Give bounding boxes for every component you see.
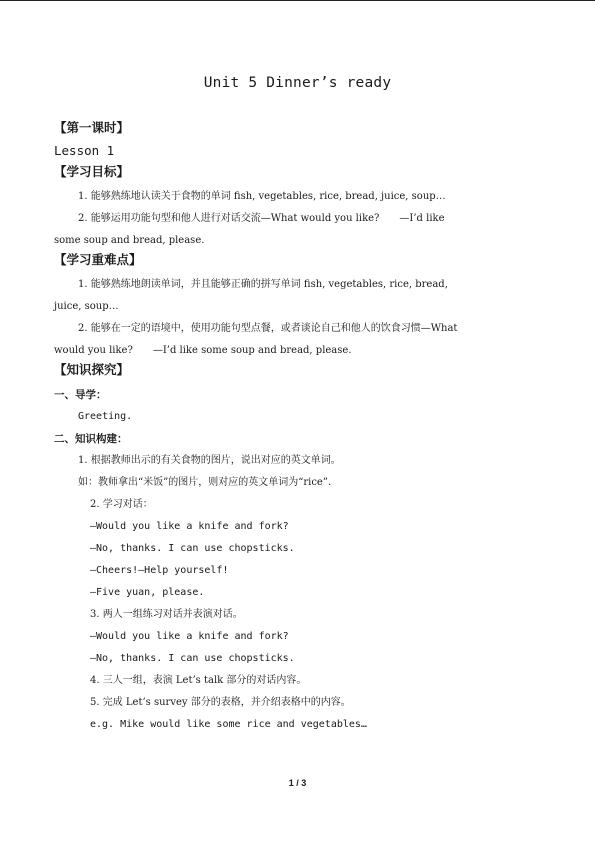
heading-knowledge-exploration: 【知识探究】 (54, 362, 130, 377)
key-2-line-2: would you like? —I’d like some soup and bread, please. (54, 345, 352, 356)
section-knowledge-building: 二、知识构建： (54, 433, 128, 445)
dialogue-line-2: —No, thanks. I can use chopsticks. (90, 543, 295, 554)
knowledge-step-1-example: 如：教师拿出“米饭”的图片，则对应的英文单词为“rice”. (78, 477, 332, 488)
knowledge-step-1: 1. 根据教师出示的有关食物的图片，说出对应的英文单词。 (78, 455, 341, 466)
dialogue-line-5: —Would you like a knife and fork? (90, 631, 289, 642)
heading-learning-goals: 【学习目标】 (54, 164, 130, 179)
knowledge-step-4: 4. 三人一组，表演 Let’s talk 部分的对话内容。 (90, 675, 307, 686)
dialogue-line-3: —Cheers!—Help yourself! (90, 565, 229, 576)
heading-first-lesson: 【第一课时】 (54, 120, 130, 135)
lesson-label: Lesson 1 (54, 143, 115, 158)
knowledge-step-5: 5. 完成 Let’s survey 部分的表格，并介绍表格中的内容。 (90, 697, 351, 708)
key-1-line-1: 1. 能够熟练地朗读单词，并且能够正确的拼写单词 fish, vegetables, rice, bread, (78, 279, 448, 290)
knowledge-step-5-example: e.g. Mike would like some rice and vegetables… (90, 719, 367, 730)
heading-key-points: 【学习重难点】 (54, 252, 142, 267)
document-title: Unit 5 Dinner’s ready (203, 75, 392, 91)
greeting-text: Greeting. (78, 411, 133, 422)
page-number: 1 / 3 (288, 778, 307, 788)
top-rule (0, 0, 595, 1)
key-1-line-2: juice, soup… (54, 301, 119, 312)
knowledge-step-2: 2. 学习对话： (90, 499, 153, 510)
goal-1: 1. 能够熟练地认读关于食物的单词 fish, vegetables, rice, bread, juice, soup… (78, 191, 446, 202)
goal-2-line-1: 2. 能够运用功能句型和他人进行对话交流—What would you like? —I’d like (78, 213, 445, 224)
key-2-line-1: 2. 能够在一定的语境中，使用功能句型点餐，或者谈论自己和他人的饮食习惯—What (78, 323, 458, 334)
dialogue-line-1: —Would you like a knife and fork? (90, 521, 289, 532)
knowledge-step-3: 3. 两人一组练习对话并表演对话。 (90, 609, 243, 620)
goal-2-line-2: some soup and bread, please. (54, 235, 205, 246)
dialogue-line-4: —Five yuan, please. (90, 587, 205, 598)
section-guide: 一、导学： (54, 389, 107, 401)
dialogue-line-6: —No, thanks. I can use chopsticks. (90, 653, 295, 664)
